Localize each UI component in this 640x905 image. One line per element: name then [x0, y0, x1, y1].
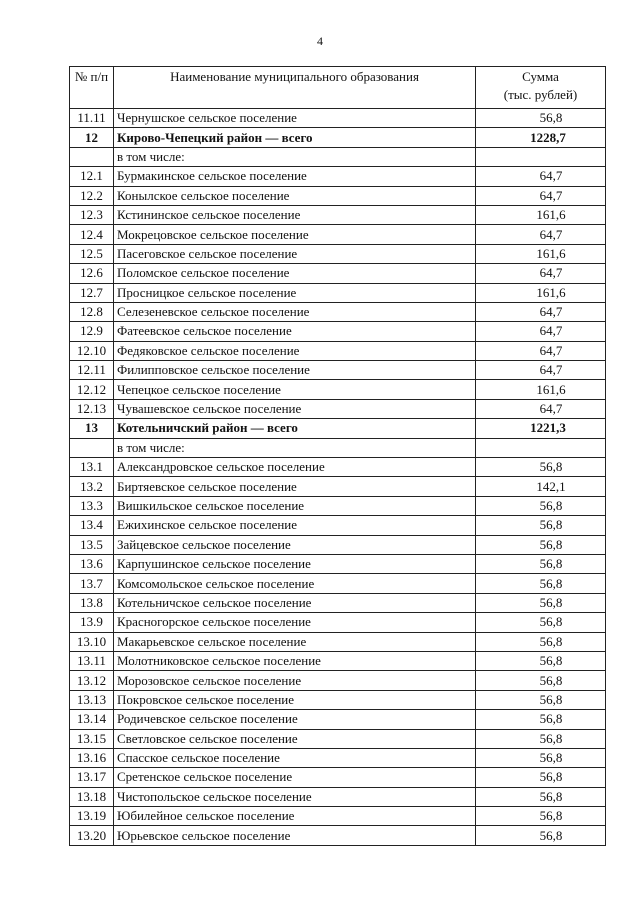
row-name: Просницкое сельское поселение — [114, 283, 476, 302]
row-name: Молотниковское сельское поселение — [114, 651, 476, 670]
table-body — [70, 109, 606, 846]
row-sum: 56,8 — [476, 516, 606, 535]
row-number: 13.19 — [70, 807, 114, 826]
row-number: 12.7 — [70, 283, 114, 302]
table-row — [70, 380, 606, 399]
row-number: 13.6 — [70, 554, 114, 573]
row-name: Котельничский район — всего — [114, 419, 476, 438]
header-sum-unit: (тыс. рублей) — [503, 87, 578, 102]
table-row — [70, 748, 606, 767]
row-sum: 161,6 — [476, 283, 606, 302]
row-name: Кстининское сельское поселение — [114, 205, 476, 224]
row-number: 13.20 — [70, 826, 114, 845]
row-sum: 56,8 — [476, 690, 606, 709]
row-sum — [476, 147, 606, 166]
row-name: Макарьевское сельское поселение — [114, 632, 476, 651]
row-number: 13.16 — [70, 748, 114, 767]
row-sum: 142,1 — [476, 477, 606, 496]
row-sum: 56,8 — [476, 748, 606, 767]
row-name: Карпушинское сельское поселение — [114, 554, 476, 573]
row-sum: 56,8 — [476, 807, 606, 826]
row-sum: 161,6 — [476, 380, 606, 399]
table-row — [70, 167, 606, 186]
row-number: 13.9 — [70, 613, 114, 632]
table-row — [70, 186, 606, 205]
row-number: 12.12 — [70, 380, 114, 399]
row-name: Комсомольское сельское поселение — [114, 574, 476, 593]
row-name: Селезеневское сельское поселение — [114, 302, 476, 321]
row-sum — [476, 438, 606, 457]
row-sum: 56,8 — [476, 593, 606, 612]
row-name: Федяковское сельское поселение — [114, 341, 476, 360]
row-number: 13.17 — [70, 768, 114, 787]
row-number: 12.1 — [70, 167, 114, 186]
row-number: 13.12 — [70, 671, 114, 690]
table-row — [70, 147, 606, 166]
row-sum: 56,8 — [476, 768, 606, 787]
table-row — [70, 574, 606, 593]
row-number — [70, 438, 114, 457]
row-name: Родичевское сельское поселение — [114, 710, 476, 729]
row-sum: 64,7 — [476, 264, 606, 283]
header-sum-title: Сумма — [522, 69, 559, 84]
table-row — [70, 496, 606, 515]
row-number: 12.9 — [70, 322, 114, 341]
table-row — [70, 225, 606, 244]
table-row — [70, 690, 606, 709]
row-sum: 56,8 — [476, 651, 606, 670]
row-name: Зайцевское сельское поселение — [114, 535, 476, 554]
row-sum: 56,8 — [476, 535, 606, 554]
row-number: 11.11 — [70, 109, 114, 128]
row-number: 13.4 — [70, 516, 114, 535]
row-number: 12.3 — [70, 205, 114, 224]
row-name: Поломское сельское поселение — [114, 264, 476, 283]
table-row — [70, 632, 606, 651]
row-sum: 161,6 — [476, 205, 606, 224]
row-number: 13.15 — [70, 729, 114, 748]
table-row — [70, 264, 606, 283]
row-name: в том числе: — [114, 438, 476, 457]
row-number: 13.14 — [70, 710, 114, 729]
row-sum: 56,8 — [476, 671, 606, 690]
row-name: Светловское сельское поселение — [114, 729, 476, 748]
header-sum — [476, 67, 606, 109]
row-sum: 64,7 — [476, 399, 606, 418]
row-name: Красногорское сельское поселение — [114, 613, 476, 632]
row-sum: 56,8 — [476, 458, 606, 477]
table-row — [70, 613, 606, 632]
row-sum: 64,7 — [476, 167, 606, 186]
row-sum: 161,6 — [476, 244, 606, 263]
row-name: Бурмакинское сельское поселение — [114, 167, 476, 186]
row-sum: 56,8 — [476, 554, 606, 573]
table-row — [70, 341, 606, 360]
table-row — [70, 710, 606, 729]
row-name: Чепецкое сельское поселение — [114, 380, 476, 399]
row-sum: 56,8 — [476, 729, 606, 748]
table-row — [70, 109, 606, 128]
table-row — [70, 458, 606, 477]
row-name: Ежихинское сельское поселение — [114, 516, 476, 535]
row-name: Сретенское сельское поселение — [114, 768, 476, 787]
row-number — [70, 147, 114, 166]
table-row — [70, 593, 606, 612]
row-name: Морозовское сельское поселение — [114, 671, 476, 690]
row-number: 13.10 — [70, 632, 114, 651]
row-number: 12 — [70, 128, 114, 147]
row-name: Фатеевское сельское поселение — [114, 322, 476, 341]
row-sum: 56,8 — [476, 826, 606, 845]
row-number: 13.18 — [70, 787, 114, 806]
row-name: Мокрецовское сельское поселение — [114, 225, 476, 244]
row-sum: 64,7 — [476, 322, 606, 341]
row-number: 13.3 — [70, 496, 114, 515]
table-row — [70, 477, 606, 496]
row-number: 13.2 — [70, 477, 114, 496]
table-row — [70, 438, 606, 457]
row-name: Пасеговское сельское поселение — [114, 244, 476, 263]
row-sum: 64,7 — [476, 186, 606, 205]
row-name: Александровское сельское поселение — [114, 458, 476, 477]
row-sum: 1228,7 — [476, 128, 606, 147]
table-row — [70, 283, 606, 302]
table-row — [70, 554, 606, 573]
table-row — [70, 535, 606, 554]
row-name: Чернушское сельское поселение — [114, 109, 476, 128]
row-number: 12.4 — [70, 225, 114, 244]
row-number: 12.10 — [70, 341, 114, 360]
row-number: 13.5 — [70, 535, 114, 554]
row-number: 13 — [70, 419, 114, 438]
table-row — [70, 787, 606, 806]
row-name: Вишкильское сельское поселение — [114, 496, 476, 515]
table-header-row — [70, 67, 606, 109]
row-number: 12.2 — [70, 186, 114, 205]
row-sum: 56,8 — [476, 574, 606, 593]
row-name: в том числе: — [114, 147, 476, 166]
table-row — [70, 322, 606, 341]
table-row — [70, 205, 606, 224]
row-name: Покровское сельское поселение — [114, 690, 476, 709]
table-row — [70, 302, 606, 321]
table-row — [70, 826, 606, 845]
row-sum: 64,7 — [476, 225, 606, 244]
row-number: 13.7 — [70, 574, 114, 593]
row-sum: 56,8 — [476, 710, 606, 729]
row-number: 13.13 — [70, 690, 114, 709]
row-number: 12.5 — [70, 244, 114, 263]
table-row-total — [70, 419, 606, 438]
row-number: 13.8 — [70, 593, 114, 612]
table-row — [70, 807, 606, 826]
row-sum: 1221,3 — [476, 419, 606, 438]
row-sum: 56,8 — [476, 109, 606, 128]
row-sum: 56,8 — [476, 632, 606, 651]
row-name: Котельничское сельское поселение — [114, 593, 476, 612]
table-row-total — [70, 128, 606, 147]
row-number: 13.11 — [70, 651, 114, 670]
table-row — [70, 671, 606, 690]
table-row — [70, 361, 606, 380]
table-row — [70, 729, 606, 748]
table-row — [70, 244, 606, 263]
row-number: 12.6 — [70, 264, 114, 283]
row-name: Филипповское сельское поселение — [114, 361, 476, 380]
table-row — [70, 516, 606, 535]
row-name: Юбилейное сельское поселение — [114, 807, 476, 826]
row-name: Чувашевское сельское поселение — [114, 399, 476, 418]
header-number: № п/п — [70, 67, 114, 109]
row-number: 13.1 — [70, 458, 114, 477]
table-row — [70, 651, 606, 670]
row-sum: 56,8 — [476, 496, 606, 515]
page-number: 4 — [317, 34, 323, 48]
table-row — [70, 768, 606, 787]
row-number: 12.13 — [70, 399, 114, 418]
row-name: Спасское сельское поселение — [114, 748, 476, 767]
row-number: 12.8 — [70, 302, 114, 321]
row-sum: 64,7 — [476, 341, 606, 360]
row-sum: 64,7 — [476, 302, 606, 321]
row-name: Юрьевское сельское поселение — [114, 826, 476, 845]
row-sum: 64,7 — [476, 361, 606, 380]
allocation-table — [69, 66, 606, 846]
row-name: Чистопольское сельское поселение — [114, 787, 476, 806]
row-sum: 56,8 — [476, 787, 606, 806]
row-number: 12.11 — [70, 361, 114, 380]
row-name: Биртяевское сельское поселение — [114, 477, 476, 496]
row-sum: 56,8 — [476, 613, 606, 632]
table-row — [70, 399, 606, 418]
row-name: Конылское сельское поселение — [114, 186, 476, 205]
row-name: Кирово-Чепецкий район — всего — [114, 128, 476, 147]
header-name: Наименование муниципального образования — [114, 67, 476, 109]
